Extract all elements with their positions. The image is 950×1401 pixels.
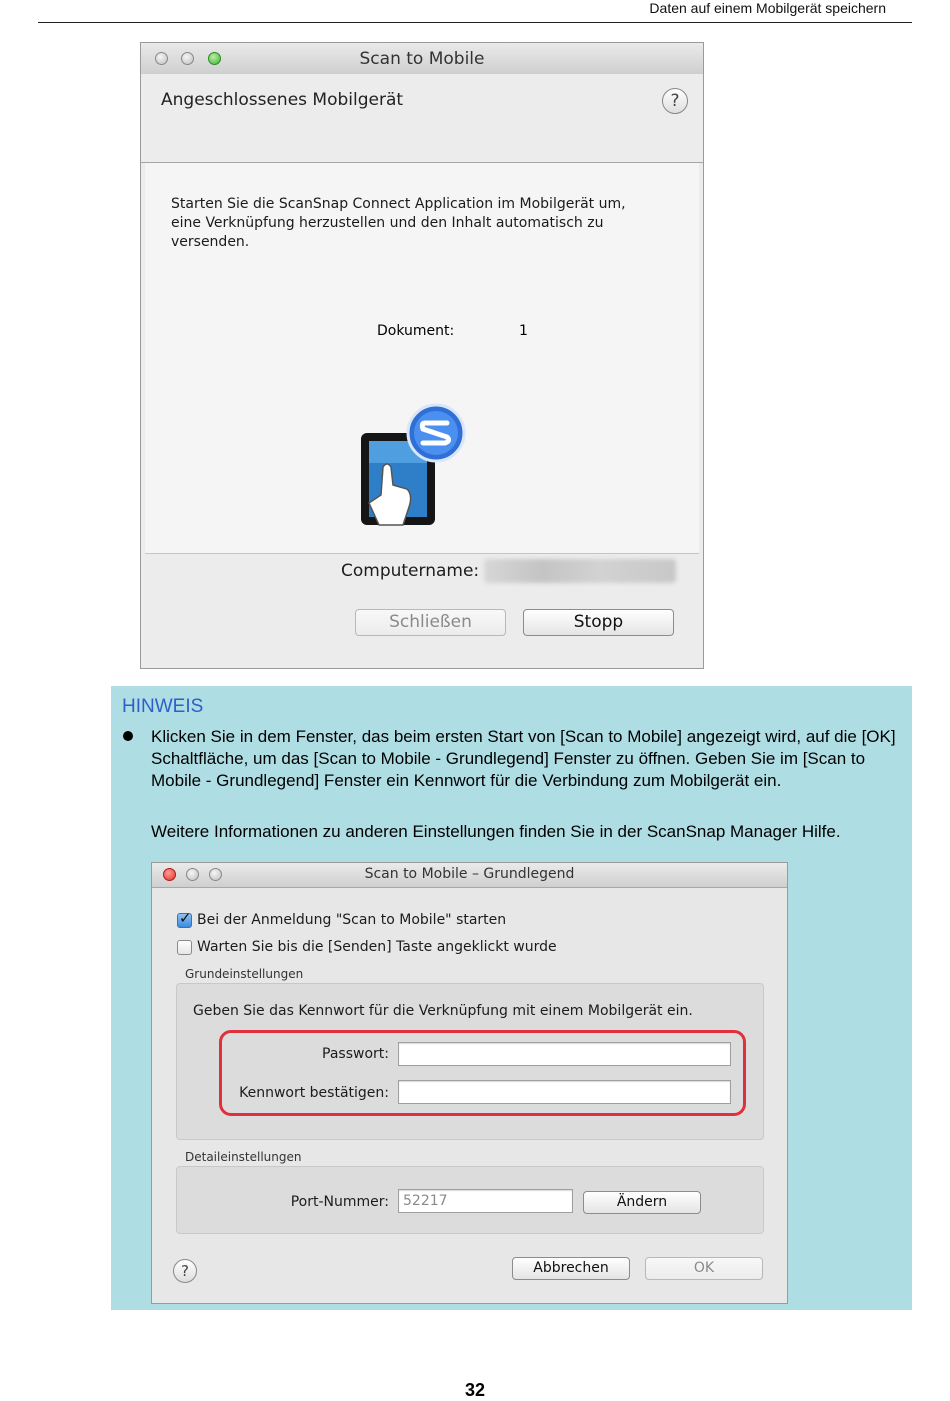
help-button[interactable]: ? <box>662 88 688 114</box>
password-label: Passwort: <box>322 1046 389 1062</box>
window-header <box>141 74 703 163</box>
header-divider <box>38 22 912 23</box>
scan-to-mobile-window <box>140 42 704 669</box>
instruction-text: Starten Sie die ScanSnap Connect Application im Mobilgerät um, eine Verknüpfung herzustellen und den Inhalt automatisch zu versenden. <box>171 196 626 250</box>
computer-name-value <box>484 559 676 583</box>
checkmark-icon: ✓ <box>179 909 192 927</box>
basic-settings-group <box>176 983 764 1140</box>
bullet-icon <box>123 731 133 741</box>
window-titlebar[interactable] <box>141 43 703 75</box>
page-header-title: Daten auf einem Mobilgerät speichern <box>649 0 886 16</box>
detail-settings-group-label: Detaileinstellungen <box>185 1150 302 1164</box>
window-title: Scan to Mobile – Grundlegend <box>364 866 575 882</box>
start-on-login-checkbox[interactable] <box>177 909 192 928</box>
mobile-scan-illustration-icon <box>351 403 471 533</box>
window-body <box>145 163 699 554</box>
cancel-button[interactable]: Abbrechen <box>512 1257 630 1280</box>
close-button[interactable]: Schließen <box>355 609 506 636</box>
highlight-frame <box>219 1030 746 1116</box>
help-button[interactable]: ? <box>173 1259 197 1283</box>
wait-send-label: Warten Sie bis die [Senden] Taste angeklickt wurde <box>197 939 557 955</box>
scan-to-mobile-basic-window <box>151 862 788 1304</box>
connected-device-heading: Angeschlossenes Mobilgerät <box>161 90 404 110</box>
detail-settings-group <box>176 1166 764 1234</box>
wait-send-checkbox[interactable] <box>177 940 192 955</box>
basic-settings-group-label: Grundeinstellungen <box>185 967 304 981</box>
start-on-login-label: Bei der Anmeldung "Scan to Mobile" starten <box>197 912 507 928</box>
note-title: HINWEIS <box>122 696 204 717</box>
computer-name-label: Computername: <box>341 561 480 581</box>
password-instruction: Geben Sie das Kennwort für die Verknüpfung mit einem Mobilgerät ein. <box>193 1003 693 1019</box>
window-title: Scan to Mobile <box>359 49 485 69</box>
stop-button[interactable]: Stopp <box>523 609 674 636</box>
document-label: Dokument: <box>377 323 455 339</box>
confirm-password-label: Kennwort bestätigen: <box>239 1085 389 1101</box>
note-paragraph: Klicken Sie in dem Fenster, das beim ersten Start von [Scan to Mobile] angezeigt wird, auf die [OK] Schaltfläche, um das [Scan to Mobile - Grundlegend] Fenster zu öffnen. Geben Sie im [Scan to Mobile - Grundlegend] Fenster ein Kennwort für die Verbindung zum Mobilgerät ein. <box>151 727 896 790</box>
port-number-field[interactable]: 52217 <box>398 1189 573 1213</box>
page-number: 32 <box>464 1380 486 1400</box>
change-button[interactable]: Ändern <box>583 1191 701 1214</box>
window-titlebar[interactable] <box>152 863 787 888</box>
note-box <box>111 686 912 1310</box>
port-number-label: Port-Nummer: <box>290 1194 389 1210</box>
ok-button[interactable]: OK <box>645 1257 763 1280</box>
note-paragraph-more-info: Weitere Informationen zu anderen Einstellungen finden Sie in der ScanSnap Manager Hilfe. <box>151 822 841 841</box>
document-count: 1 <box>519 323 528 339</box>
